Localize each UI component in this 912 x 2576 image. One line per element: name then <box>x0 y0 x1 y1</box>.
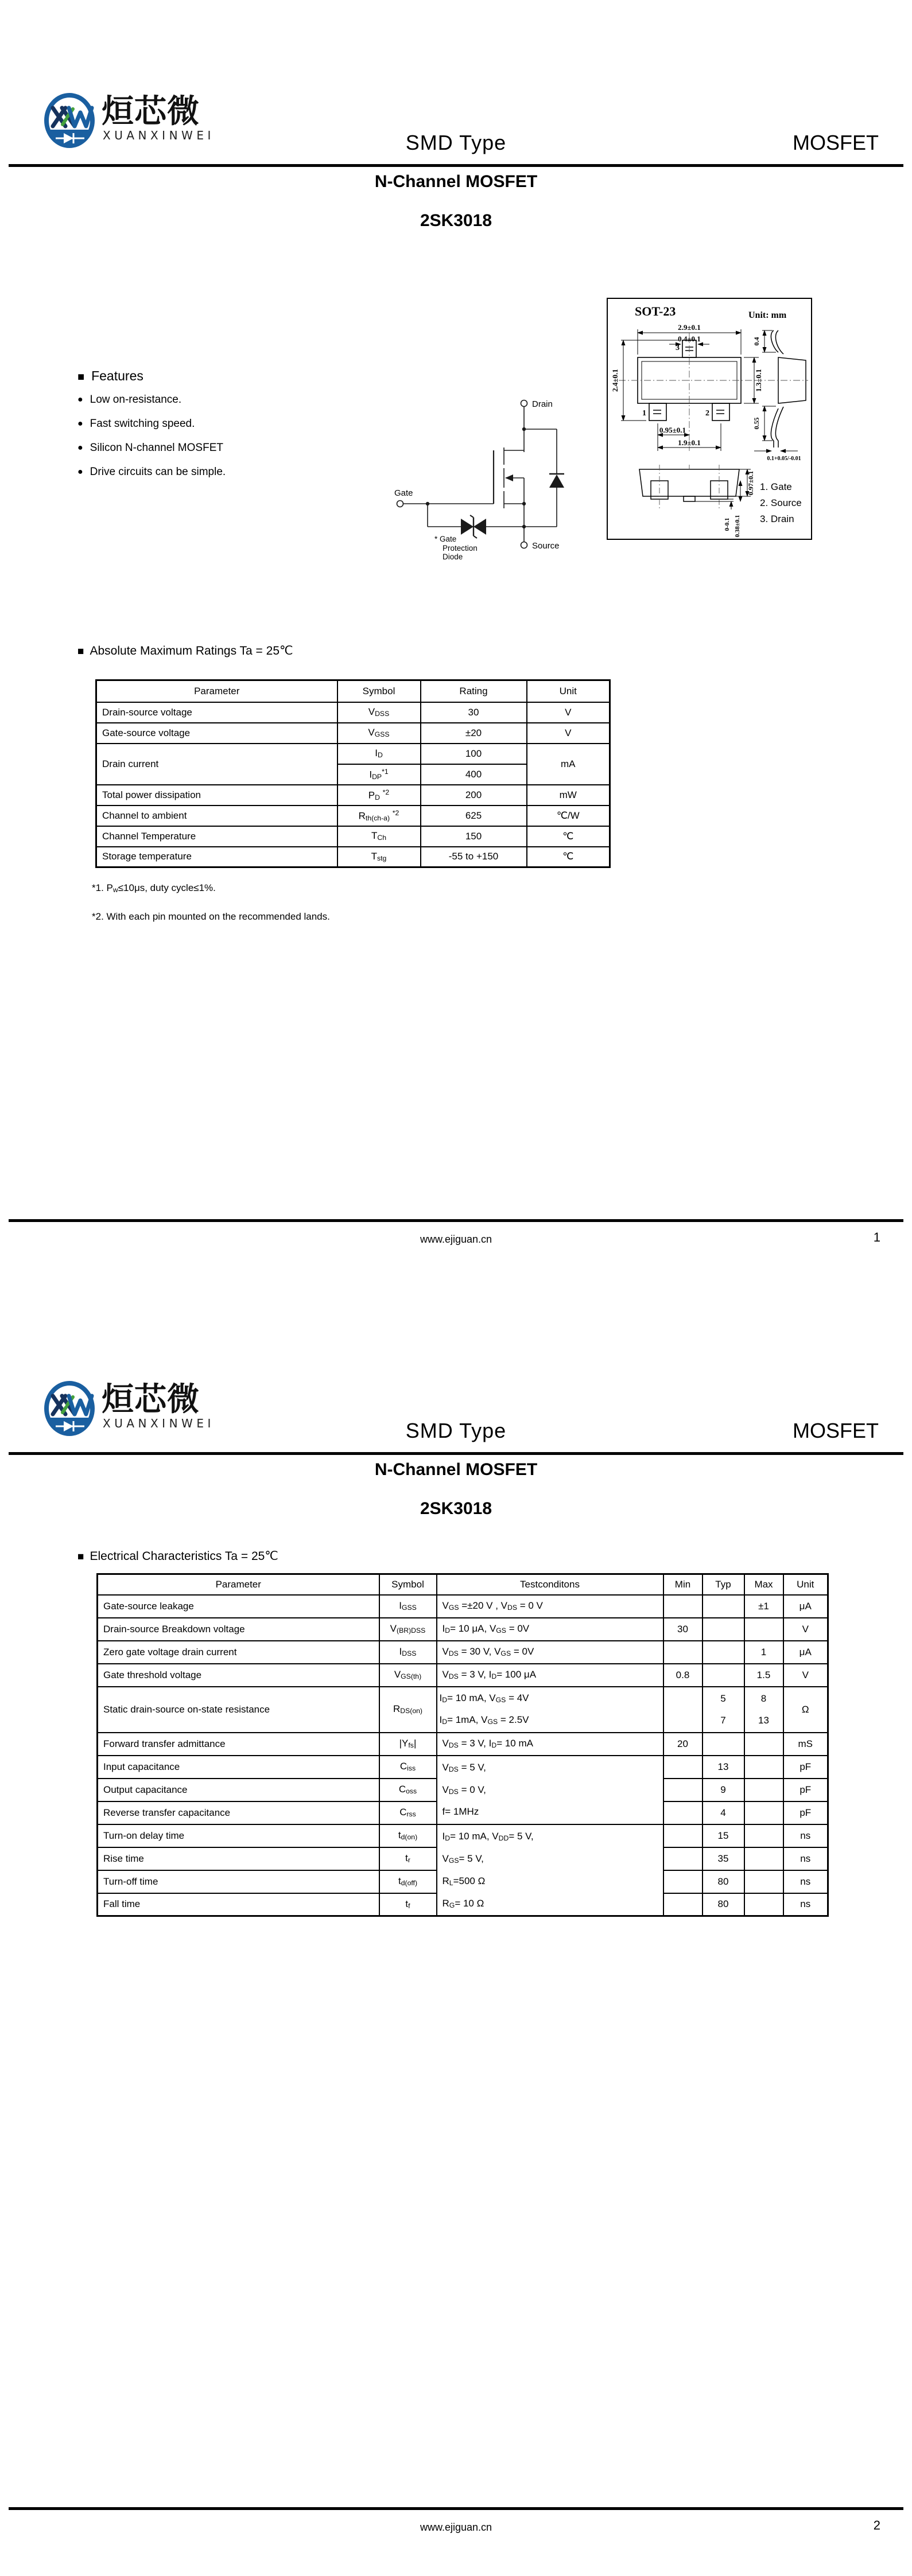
symbol-cell: $R_{th(ch-a)}$ $^{*2}$ <box>337 806 421 826</box>
min-cell <box>663 1801 703 1824</box>
max-cell <box>744 1801 783 1824</box>
typ-cell: 5 7 <box>703 1687 744 1733</box>
col-unit: Unit <box>527 680 610 702</box>
table-row <box>98 1824 828 1847</box>
param-cell: Gate-source voltage <box>96 723 337 744</box>
param-cell: Output capacitance <box>98 1779 379 1801</box>
symbol-cell: $V_{(BR)DSS}$ <box>379 1618 437 1641</box>
part-number: 2SK3018 <box>420 211 492 230</box>
symbol-cell: $R_{DS(on)}$ <box>379 1687 437 1733</box>
min-cell <box>663 1779 703 1801</box>
symbol-cell: $t_{d(on)}$ <box>379 1824 437 1847</box>
max-cell <box>744 1870 783 1893</box>
table-row <box>98 1641 828 1664</box>
max-cell <box>744 1824 783 1847</box>
cond-cell <box>437 1824 663 1916</box>
unit-cell: pF <box>783 1756 828 1779</box>
param-cell: Total power dissipation <box>96 785 337 806</box>
max-cell: 1 <box>744 1641 783 1664</box>
param-cell: Drain current <box>96 744 337 785</box>
header-mosfet: MOSFET <box>793 1419 879 1442</box>
rating-cell: 200 <box>421 785 527 806</box>
dim-lead-bottom: 0.55 <box>752 417 760 430</box>
min-cell <box>663 1756 703 1779</box>
gate-label: Gate <box>394 488 413 498</box>
pin3-number: 3 <box>676 344 680 352</box>
legend-pin3: 3. Drain <box>760 513 794 524</box>
unit-cell: mW <box>527 785 610 806</box>
protection-diode-label: * Gate <box>434 535 457 543</box>
feature-item: ● Low on-resistance. <box>77 394 182 406</box>
max-cell <box>744 1779 783 1801</box>
legend-pin2: 2. Source <box>760 497 802 508</box>
unit-cell: ns <box>783 1824 828 1847</box>
dim-standoff: 0-0.1 <box>724 517 731 531</box>
abs-max-heading: ■ Absolute Maximum Ratings Ta = 25℃ <box>77 644 293 657</box>
dim-pin-width: 0.4±0.1 <box>678 334 701 343</box>
param-cell: Turn-on delay time <box>98 1824 379 1847</box>
max-cell: 8 13 <box>744 1687 783 1733</box>
dim-span: 1.9±0.1 <box>678 438 701 447</box>
symbol-cell: $t_f$ <box>379 1893 437 1916</box>
typ-cell: 80 <box>703 1870 744 1893</box>
cond-line: $V_{DS} = 0$ V, <box>442 1784 486 1796</box>
unit-cell: ℃ <box>527 847 610 867</box>
max-cell <box>744 1618 783 1641</box>
table-row <box>98 1733 828 1756</box>
unit-cell: μA <box>783 1595 828 1618</box>
logo-chinese-name: 烜芯微 <box>102 1381 200 1418</box>
page-number: 1 <box>873 1230 880 1244</box>
unit-cell: ns <box>783 1847 828 1870</box>
unit-cell: V <box>527 723 610 744</box>
table-row <box>98 1756 828 1779</box>
unit-cell: pF <box>783 1801 828 1824</box>
symbol-cell: $t_{d(off)}$ <box>379 1870 437 1893</box>
unit-cell: mA <box>527 744 610 785</box>
dot-bullet-icon: ● <box>77 419 83 429</box>
cond-line: $R_G= 10$ Ω <box>442 1897 484 1909</box>
dim-overall: 2.4±0.1 <box>611 369 619 392</box>
min-cell: 0.8 <box>663 1664 703 1687</box>
unit-cell: ns <box>783 1893 828 1916</box>
dim-pad: 0.38±0.1 <box>734 515 741 538</box>
table-row <box>98 1687 828 1733</box>
cond-cell: $I_D= 10$ μA, $V_{GS} = 0V$ <box>437 1618 663 1641</box>
svg-text:Diode: Diode <box>443 552 463 561</box>
param-cell: Rise time <box>98 1847 379 1870</box>
typ-cell <box>703 1618 744 1641</box>
min-cell <box>663 1641 703 1664</box>
features-title: ■ Features <box>77 368 143 383</box>
dim-pitch: 0.95±0.1 <box>659 426 686 434</box>
page-title: N-Channel MOSFET <box>374 1460 538 1479</box>
col-min: Min <box>663 1574 703 1595</box>
rating-cell: ±20 <box>421 723 527 744</box>
param-cell: Channel to ambient <box>96 806 337 826</box>
footer-url[interactable]: www.ejiguan.cn <box>420 1233 492 1245</box>
table-row <box>98 1664 828 1687</box>
rating-cell: 30 <box>421 702 527 723</box>
svg-text:Protection: Protection <box>443 544 478 552</box>
max-cell <box>744 1756 783 1779</box>
param-cell: Storage temperature <box>96 847 337 867</box>
symbol-cell: $P_D$ $^{*2}$ <box>337 785 421 806</box>
cond-cell: $V_{GS} =\pm 20$ V , $V_{DS} = 0$ V <box>437 1595 663 1618</box>
unit-cell: ℃/W <box>527 806 610 826</box>
dot-bullet-icon: ● <box>77 395 83 404</box>
table-row <box>96 744 610 764</box>
rating-cell: 625 <box>421 806 527 826</box>
typ-cell: 9 <box>703 1779 744 1801</box>
page-number: 2 <box>873 2518 880 2532</box>
footnote-2: *2. With each pin mounted on the recommended lands. <box>92 911 330 922</box>
package-drawing-sot23 <box>606 297 813 540</box>
header-rule <box>9 1452 903 1455</box>
min-cell: 20 <box>663 1733 703 1756</box>
col-unit: Unit <box>783 1574 828 1595</box>
min-cell <box>663 1687 703 1733</box>
col-parameter: Parameter <box>98 1574 379 1595</box>
feature-item: ● Drive circuits can be simple. <box>77 466 226 478</box>
cond-line: f= 1MHz <box>442 1806 479 1818</box>
min-cell <box>663 1870 703 1893</box>
param-cell: Fall time <box>98 1893 379 1916</box>
symbol-cell: $T_{Ch}$ <box>337 826 421 847</box>
electrical-characteristics-table <box>96 1573 829 1917</box>
min-cell: 30 <box>663 1618 703 1641</box>
dot-bullet-icon: ● <box>77 467 83 477</box>
page-title: N-Channel MOSFET <box>374 172 538 191</box>
dim-body-height: 1.3±0.1 <box>754 369 763 392</box>
table-row <box>96 785 610 806</box>
typ-cell: 4 <box>703 1801 744 1824</box>
table-row <box>98 1618 828 1641</box>
unit-cell: V <box>783 1664 828 1687</box>
cond-cell <box>437 1687 663 1733</box>
unit-cell: Ω <box>783 1687 828 1733</box>
cond-cell <box>437 1756 663 1824</box>
symbol-cell: $|Y_{fs}|$ <box>379 1733 437 1756</box>
max-cell <box>744 1893 783 1916</box>
cond-cell: $V_{DS} = 3$ V, $I_D= 100$ μA <box>437 1664 663 1687</box>
col-rating: Rating <box>421 680 527 702</box>
header-smd-type: SMD Type <box>405 1419 507 1442</box>
dim-lead-top: 0.4 <box>752 337 760 346</box>
unit-cell: pF <box>783 1779 828 1801</box>
param-cell: Reverse transfer capacitance <box>98 1801 379 1824</box>
rating-cell: 100 <box>421 744 527 764</box>
col-symbol: Symbol <box>337 680 421 702</box>
min-cell <box>663 1893 703 1916</box>
typ-cell <box>703 1733 744 1756</box>
footer-rule <box>9 1219 903 1222</box>
header-mosfet: MOSFET <box>793 131 879 154</box>
table-row <box>96 806 610 826</box>
footer-url[interactable]: www.ejiguan.cn <box>420 2521 492 2533</box>
symbol-cell: $I_{GSS}$ <box>379 1595 437 1618</box>
mosfet-schematic <box>393 395 565 561</box>
table-row <box>96 826 610 847</box>
symbol-cell: $I_{DSS}$ <box>379 1641 437 1664</box>
unit-cell: ℃ <box>527 826 610 847</box>
col-symbol: Symbol <box>379 1574 437 1595</box>
unit-cell: μA <box>783 1641 828 1664</box>
symbol-cell: $V_{DSS}$ <box>337 702 421 723</box>
table-row <box>96 702 610 723</box>
max-cell <box>744 1733 783 1756</box>
header-rule <box>9 164 903 167</box>
param-cell: Drain-source Breakdown voltage <box>98 1618 379 1641</box>
min-cell <box>663 1847 703 1870</box>
typ-cell: 35 <box>703 1847 744 1870</box>
max-cell: 1.5 <box>744 1664 783 1687</box>
dim-body-width: 2.9±0.1 <box>678 323 701 332</box>
param-cell: Gate threshold voltage <box>98 1664 379 1687</box>
abs-max-table <box>95 679 611 868</box>
cond-line: $V_{DS} = 5$ V, <box>442 1761 486 1773</box>
feature-item: ● Fast switching speed. <box>77 418 195 430</box>
param-cell: Turn-off time <box>98 1870 379 1893</box>
square-bullet-icon: ■ <box>77 371 85 383</box>
symbol-cell: $V_{GS(th)}$ <box>379 1664 437 1687</box>
logo-romanized-name: XUANXINWEI <box>103 129 215 142</box>
col-parameter: Parameter <box>96 680 337 702</box>
unit-cell: ns <box>783 1870 828 1893</box>
typ-cell <box>703 1641 744 1664</box>
package-name: SOT-23 <box>635 304 676 318</box>
max-cell <box>744 1847 783 1870</box>
dot-bullet-icon: ● <box>77 443 83 453</box>
cond-cell: $V_{DS} = 3$ V, $I_D= 10$ mA <box>437 1733 663 1756</box>
typ-cell: 13 <box>703 1756 744 1779</box>
pin2-number: 2 <box>705 409 709 418</box>
table-row <box>98 1595 828 1618</box>
symbol-cell: $C_{rss}$ <box>379 1801 437 1824</box>
dim-lead-thickness: 0.1+0.05/-0.01 <box>767 456 801 462</box>
feature-item: ● Silicon N-channel MOSFET <box>77 442 223 454</box>
pin1-number: 1 <box>642 409 646 418</box>
page-2 <box>0 1288 912 2576</box>
typ-cell <box>703 1595 744 1618</box>
part-number: 2SK3018 <box>420 1499 492 1518</box>
cond-cell: $V_{DS} = 30$ V, $V_{GS} = 0V$ <box>437 1641 663 1664</box>
rating-cell: 150 <box>421 826 527 847</box>
cond-line: $R_L=500$ Ω <box>442 1875 486 1887</box>
col-testconditions: Testconditons <box>437 1574 663 1595</box>
table-header-row <box>96 680 610 702</box>
max-cell: ±1 <box>744 1595 783 1618</box>
cond-line: $I_D= 10$ mA, $V_{GS} = 4V$ <box>439 1692 529 1705</box>
min-cell <box>663 1824 703 1847</box>
col-typ: Typ <box>703 1574 744 1595</box>
unit-cell: mS <box>783 1733 828 1756</box>
footnote-1: *1. $P_w\le 10\mu s$, duty cycle≤1%. <box>92 882 216 894</box>
table-row <box>96 723 610 744</box>
logo-romanized-name: XUANXINWEI <box>103 1417 215 1430</box>
typ-cell <box>703 1664 744 1687</box>
unit-label: Unit: mm <box>748 310 787 320</box>
cond-line: $I_D= 10$ mA, $V_{DD}= 5$ V, <box>442 1830 534 1842</box>
footer-rule <box>9 2507 903 2510</box>
cond-line: $V_{GS}= 5$ V, <box>442 1853 484 1865</box>
symbol-cell: $C_{iss}$ <box>379 1756 437 1779</box>
symbol-cell: $I_{DP}^{*1}$ <box>337 764 421 785</box>
table-row <box>96 847 610 867</box>
square-bullet-icon: ■ <box>77 645 84 657</box>
symbol-cell: $T_{stg}$ <box>337 847 421 867</box>
rating-cell: 400 <box>421 764 527 785</box>
col-max: Max <box>744 1574 783 1595</box>
min-cell <box>663 1595 703 1618</box>
elec-heading: ■ Electrical Characteristics Ta = 25℃ <box>77 1550 278 1563</box>
param-cell: Gate-source leakage <box>98 1595 379 1618</box>
symbol-cell: $t_r$ <box>379 1847 437 1870</box>
dim-height: 0.97±0.1 <box>747 470 755 496</box>
legend-pin1: 1. Gate <box>760 481 792 492</box>
param-cell: Forward transfer admittance <box>98 1733 379 1756</box>
rating-cell: -55 to +150 <box>421 847 527 867</box>
table-header-row <box>98 1574 828 1595</box>
header-smd-type: SMD Type <box>405 131 507 154</box>
param-cell: Channel Temperature <box>96 826 337 847</box>
symbol-cell: $I_D$ <box>337 744 421 764</box>
unit-cell: V <box>527 702 610 723</box>
typ-cell: 80 <box>703 1893 744 1916</box>
typ-cell: 15 <box>703 1824 744 1847</box>
param-cell: Input capacitance <box>98 1756 379 1779</box>
square-bullet-icon: ■ <box>77 1551 84 1563</box>
symbol-cell: $C_{oss}$ <box>379 1779 437 1801</box>
param-cell: Drain-source voltage <box>96 702 337 723</box>
logo-chinese-name: 烜芯微 <box>102 93 200 130</box>
source-label: Source <box>532 541 560 551</box>
param-cell: Static drain-source on-state resistance <box>98 1687 379 1733</box>
param-cell: Zero gate voltage drain current <box>98 1641 379 1664</box>
unit-cell: V <box>783 1618 828 1641</box>
symbol-cell: $V_{GSS}$ <box>337 723 421 744</box>
cond-line: $I_D= 1mA$, $V_{GS} = 2.5V$ <box>439 1714 529 1726</box>
drain-label: Drain <box>532 399 553 409</box>
